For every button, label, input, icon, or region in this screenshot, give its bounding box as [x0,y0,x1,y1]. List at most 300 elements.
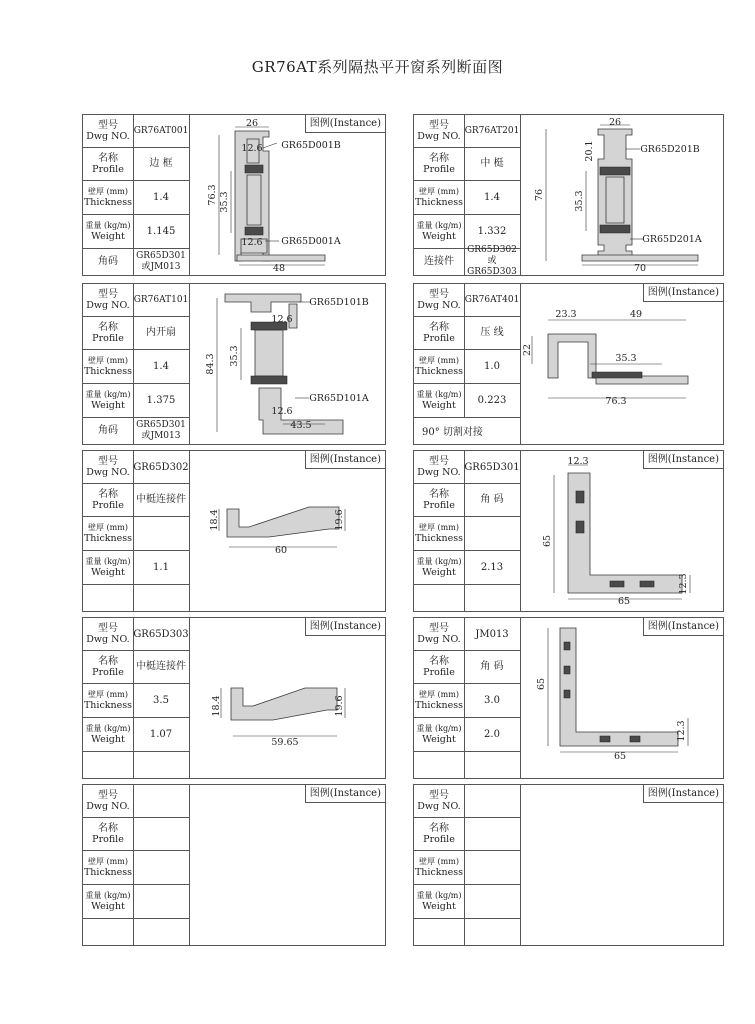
label-extra [414,751,465,778]
label-profile-zh: 名称 [98,321,118,333]
label-profile-zh: 名称 [98,655,118,667]
profile-section-svg [520,785,723,945]
label-thickness [83,516,134,550]
label-weight [83,884,134,918]
dimension-label: 76 [534,188,545,202]
spec-row-extra [83,248,189,275]
profile-card [82,450,386,612]
dimension-label: 19.6 [334,695,345,717]
value-extra [464,584,520,611]
label-profile [414,483,465,516]
spec-row-extra [414,584,520,611]
spec-row-dwg [83,785,189,818]
spec-table [83,451,190,611]
value-dwg [464,785,520,817]
spec-row-dwg [414,785,520,818]
dimension-label: 12.6 [271,314,293,325]
profile-section-svg [520,284,723,444]
spec-row-profile [414,316,520,350]
label-weight [83,214,134,248]
label-weight-en: Weight [422,231,456,242]
value-weight: 1.07 [149,728,173,740]
profile-section-svg [189,284,385,444]
profile-section-svg [520,451,723,611]
label-dwg-zh: 型号 [429,456,449,467]
spec-row-dwg [414,618,520,651]
label-thickness [83,180,134,214]
label-weight-en: Weight [422,734,456,745]
spec-row-extra [83,584,189,611]
label-thickness [414,180,465,214]
profile-section-svg [189,618,385,778]
label-extra [83,584,134,611]
value-extra: GR65D301 或JM013 [136,250,186,272]
section-drawing [520,284,723,444]
label-weight-en: Weight [91,231,125,242]
label-weight [83,717,134,751]
value-dwg: GR76AT101 [133,294,189,305]
label-extra: 角码 [83,417,134,444]
label-dwg-zh: 型号 [429,623,449,634]
spec-row-thickness [414,349,520,384]
instance-label: 图例(Instance) [643,284,723,302]
value-profile: 压 线 [480,327,504,338]
value-profile: 中梃连接件 [136,494,186,505]
label-dwg-en: Dwg NO. [417,801,461,812]
spec-table [83,115,190,275]
label-weight [414,214,465,248]
label-thickness-en: Thickness [83,700,133,711]
section-drawing [520,115,723,275]
label-profile-en: Profile [92,499,124,511]
label-profile-zh: 名称 [98,822,118,834]
spec-row-thickness [83,683,189,718]
label-dwg [414,115,465,147]
value-thickness: 3.0 [484,694,500,706]
dimension-label: 35.3 [229,345,240,367]
label-dwg [414,618,465,650]
label-weight-zh: 重量 (kg/m) [416,557,462,566]
value-profile: 边 框 [149,158,173,169]
label-extra [414,918,465,945]
instance-label: 图例(Instance) [643,785,723,803]
label-profile-en: Profile [92,666,124,678]
dimension-label: 20.1 [584,140,595,162]
spec-row-profile [414,817,520,851]
label-extra: 角码 [83,248,134,275]
label-dwg-zh: 型号 [429,790,449,801]
dimension-label: 65 [613,751,627,762]
value-weight: 1.1 [153,561,169,573]
dimension-label: 49 [629,309,643,320]
label-dwg-en: Dwg NO. [417,300,461,311]
dimension-label: 18.4 [211,695,222,717]
label-thickness-en: Thickness [414,197,464,208]
label-profile-zh: 名称 [98,152,118,164]
dimension-label: 70 [633,263,647,274]
value-weight: 1.332 [477,225,507,237]
label-dwg-zh: 型号 [429,289,449,300]
value-profile: 中梃连接件 [136,661,186,672]
section-drawing [189,284,385,444]
dimension-label: 12.3 [676,720,687,742]
value-thickness: 1.4 [153,191,169,203]
spec-row-thickness [83,180,189,215]
dimension-label: 35.3 [615,353,637,364]
label-thickness-zh: 壁厚 (mm) [88,356,128,365]
label-profile-zh: 名称 [429,655,449,667]
spec-row-thickness [83,516,189,551]
dimension-label: 18.4 [209,509,220,531]
section-drawing [520,785,723,945]
value-thickness: 1.4 [153,360,169,372]
label-dwg-zh: 型号 [98,790,118,801]
profile-section-svg [520,618,723,778]
spec-table [83,284,190,444]
section-drawing [189,785,385,945]
spec-row-extra [414,918,520,945]
instance-label: 图例(Instance) [305,618,385,636]
value-thickness: 1.0 [484,360,500,372]
value-profile: 内开扇 [146,327,176,338]
value-profile: 角 码 [480,661,504,672]
spec-row-profile [83,316,189,350]
label-thickness [414,683,465,717]
label-weight [414,717,465,751]
label-thickness-en: Thickness [414,867,464,878]
instance-label: 图例(Instance) [305,115,385,133]
label-thickness-en: Thickness [83,197,133,208]
spec-row-profile [83,650,189,684]
dimension-label: 48 [272,263,286,274]
label-weight [83,550,134,584]
spec-row-profile [414,650,520,684]
dimension-label: 26 [608,117,622,128]
label-thickness-zh: 壁厚 (mm) [88,187,128,196]
label-weight-en: Weight [91,567,125,578]
label-dwg-zh: 型号 [98,623,118,634]
label-weight [414,884,465,918]
spec-row-profile [83,147,189,181]
value-profile [464,817,520,850]
profile-card [82,283,386,445]
spec-table [414,785,521,945]
label-thickness-zh: 壁厚 (mm) [88,690,128,699]
label-dwg-en: Dwg NO. [417,467,461,478]
dimension-label: 43.5 [290,420,312,431]
spec-table [414,451,521,611]
label-thickness-en: Thickness [83,533,133,544]
profile-section-svg [189,115,385,275]
dimension-label: 19.6 [334,509,345,531]
label-profile [83,316,134,349]
spec-row-weight [83,383,189,418]
value-extra [464,918,520,945]
value-thickness: 3.5 [153,694,169,706]
label-weight-en: Weight [422,901,456,912]
label-weight-zh: 重量 (kg/m) [85,221,131,230]
profile-card [82,784,386,946]
section-drawing [520,451,723,611]
label-weight [414,550,465,584]
label-profile-en: Profile [423,499,455,511]
value-thickness [133,516,189,550]
label-thickness-zh: 壁厚 (mm) [419,356,459,365]
profile-card [82,114,386,276]
label-profile [414,147,465,180]
value-weight [464,884,520,918]
label-weight-zh: 重量 (kg/m) [416,724,462,733]
value-dwg: GR65D303 [133,628,189,640]
dimension-label: GR65D201A [642,234,702,245]
spec-row-extra [414,751,520,778]
value-extra [133,751,189,778]
spec-row-dwg [414,115,520,148]
dimension-label: 76.3 [207,184,218,206]
label-weight-zh: 重量 (kg/m) [85,390,131,399]
dimension-label: 35.3 [574,190,585,212]
spec-table [83,618,190,778]
profile-card [413,283,724,445]
label-profile-en: Profile [92,833,124,845]
spec-row-extra [83,918,189,945]
spec-row-dwg [83,284,189,317]
label-profile [83,817,134,850]
value-thickness [464,850,520,884]
profile-card [413,784,724,946]
label-dwg [414,284,465,316]
spec-row-dwg [83,115,189,148]
label-weight [83,383,134,417]
value-profile [133,817,189,850]
value-profile: 中 梃 [480,158,504,169]
value-weight: 1.375 [146,394,176,406]
spec-row-weight [414,214,520,249]
value-thickness [133,850,189,884]
label-profile-en: Profile [423,332,455,344]
instance-label: 图例(Instance) [643,451,723,469]
label-profile [83,147,134,180]
label-thickness-zh: 壁厚 (mm) [419,690,459,699]
spec-row-dwg [414,284,520,317]
dimension-label: 35.3 [219,191,230,213]
label-profile [414,650,465,683]
label-thickness [83,349,134,383]
dimension-label: 23.3 [555,309,577,320]
spec-row-thickness [83,850,189,885]
dimension-label: 12.6 [241,143,263,154]
dimension-label: 59.65 [271,737,299,748]
value-profile: 角 码 [480,494,504,505]
spec-table [83,785,190,945]
label-thickness-zh: 壁厚 (mm) [88,523,128,532]
profile-section-svg [520,115,723,275]
section-drawing [189,451,385,611]
spec-row-extra [83,751,189,778]
spec-row-thickness [414,850,520,885]
spec-row-weight [83,884,189,919]
spec-table [414,284,521,444]
value-thickness: 1.4 [484,191,500,203]
profile-card [413,617,724,779]
label-profile-zh: 名称 [429,321,449,333]
label-dwg [83,115,134,147]
spec-row-profile [83,817,189,851]
label-weight-zh: 重量 (kg/m) [85,891,131,900]
label-extra: 连接件 [414,248,465,275]
spec-row-extra [83,417,189,444]
dimension-label: 60 [274,545,288,556]
label-dwg-zh: 型号 [98,120,118,131]
dimension-label: 12.6 [241,237,263,248]
instance-label: 图例(Instance) [643,618,723,636]
dimension-label: 26 [245,118,259,129]
label-weight-en: Weight [422,400,456,411]
spec-row-weight [414,550,520,585]
label-dwg [83,618,134,650]
label-weight-zh: 重量 (kg/m) [416,221,462,230]
label-dwg [83,451,134,483]
page-title: GR76AT系列隔热平开窗系列断面图 [251,58,504,76]
dimension-label: 65 [542,534,553,548]
label-dwg [83,284,134,316]
label-weight [414,383,465,417]
dimension-label: 84.3 [205,353,216,375]
label-profile-en: Profile [92,332,124,344]
spec-table [414,115,521,275]
label-profile [414,817,465,850]
label-dwg-en: Dwg NO. [86,467,130,478]
label-dwg [83,785,134,817]
instance-label: 图例(Instance) [305,451,385,469]
label-thickness [414,349,465,383]
label-profile-en: Profile [423,833,455,845]
value-dwg: GR76AT401 [464,294,520,305]
label-thickness-en: Thickness [414,533,464,544]
dimension-label: 12.3 [567,456,589,467]
label-weight-en: Weight [91,734,125,745]
label-weight-en: Weight [91,400,125,411]
dimension-label: 22 [522,343,533,357]
spec-row-dwg [414,451,520,484]
section-drawing [189,115,385,275]
label-thickness [414,516,465,550]
spec-row-weight [83,550,189,585]
spec-row-weight [414,884,520,919]
label-profile-zh: 名称 [429,488,449,500]
label-weight-zh: 重量 (kg/m) [416,390,462,399]
value-thickness [464,516,520,550]
label-extra [83,918,134,945]
value-dwg: JM013 [475,628,509,640]
label-dwg-zh: 型号 [98,289,118,300]
value-extra [133,584,189,611]
label-weight-en: Weight [422,567,456,578]
cut-note: 90° 切割对接 [422,427,483,438]
label-dwg-en: Dwg NO. [86,801,130,812]
dimension-label: GR65D101A [309,393,369,404]
label-weight-zh: 重量 (kg/m) [85,724,131,733]
profile-card [413,114,724,276]
value-weight: 0.223 [477,394,507,406]
dimension-label: 12.3 [678,573,689,595]
profile-card [413,450,724,612]
spec-row-weight [83,717,189,752]
label-dwg-en: Dwg NO. [86,131,130,142]
label-thickness-zh: 壁厚 (mm) [419,523,459,532]
label-extra [83,751,134,778]
spec-table [414,618,521,778]
dimension-label: GR65D201B [640,144,700,155]
value-dwg: GR65D302 [133,461,189,473]
profile-section-svg [189,451,385,611]
label-profile [83,650,134,683]
value-dwg: GR76AT201 [464,125,520,136]
section-drawing [520,618,723,778]
spec-row-thickness [414,180,520,215]
spec-row-profile [83,483,189,517]
label-weight-en: Weight [91,901,125,912]
profile-section-svg [189,785,385,945]
label-weight-zh: 重量 (kg/m) [85,557,131,566]
dimension-label: 65 [617,596,631,607]
spec-row-extra [414,245,520,277]
profile-card [82,617,386,779]
label-dwg [414,785,465,817]
dimension-label: GR65D101B [309,297,369,308]
label-dwg-en: Dwg NO. [417,634,461,645]
spec-row-weight [414,383,520,418]
label-thickness [83,683,134,717]
value-dwg [133,785,189,817]
label-extra [414,584,465,611]
label-thickness-en: Thickness [414,700,464,711]
label-profile [414,316,465,349]
spec-row-thickness [83,349,189,384]
label-profile [83,483,134,516]
spec-row-weight [83,214,189,249]
label-weight-zh: 重量 (kg/m) [416,891,462,900]
spec-row-dwg [83,618,189,651]
label-profile-en: Profile [423,666,455,678]
label-profile-en: Profile [92,163,124,175]
value-dwg: GR65D301 [464,461,520,473]
spec-row-weight [414,717,520,752]
label-thickness-zh: 壁厚 (mm) [88,857,128,866]
instance-label: 图例(Instance) [305,785,385,803]
value-weight [133,884,189,918]
value-weight: 2.13 [480,561,504,573]
label-profile-zh: 名称 [429,822,449,834]
value-extra: GR65D302 或GR65D303 [467,245,517,277]
label-profile-zh: 名称 [429,152,449,164]
label-thickness [414,850,465,884]
label-dwg-zh: 型号 [98,456,118,467]
label-thickness-en: Thickness [83,867,133,878]
value-weight: 1.145 [146,225,176,237]
dimension-label: 65 [536,677,547,691]
label-profile-zh: 名称 [98,488,118,500]
dimension-label: GR65D001B [281,140,341,151]
label-profile-en: Profile [423,163,455,175]
label-thickness-zh: 壁厚 (mm) [419,857,459,866]
label-dwg-en: Dwg NO. [86,634,130,645]
spec-row-profile [414,483,520,517]
label-thickness [83,850,134,884]
dimension-label: GR65D001A [281,236,341,247]
dimension-label: 76.3 [605,396,627,407]
value-weight: 2.0 [484,728,500,740]
